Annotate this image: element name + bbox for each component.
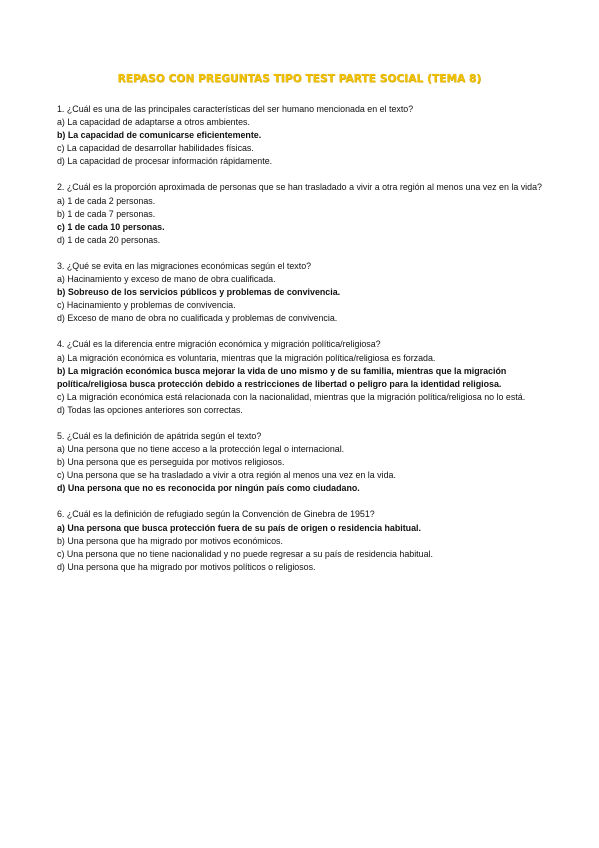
answer-option-correct: d) Una persona que no es reconocida por ningún país como ciudadano. — [57, 483, 360, 494]
answer-option: c) Una persona que se ha trasladado a vivir a otra región al menos una vez en la vida. — [57, 470, 396, 481]
page-title: REPASO CON PREGUNTAS TIPO TEST PARTE SOCIAL (TEMA 8) — [117, 73, 482, 85]
question-text: 1. ¿Cuál es una de las principales características del ser humano mencionada en el texto? — [57, 104, 414, 114]
question-6 — [57, 508, 547, 573]
answer-option: c) La migración económica está relacionada con la nacionalidad, mientras que la migración política/religiosa no lo está. — [57, 391, 526, 402]
answer-option-correct: b) Sobreuso de los servicios públicos y problemas de convivencia. — [57, 287, 341, 298]
answer-option-correct: b) La capacidad de comunicarse eficientemente. — [57, 130, 262, 141]
answer-option: b) 1 de cada 7 personas. — [57, 208, 156, 219]
question-4 — [57, 338, 547, 417]
answer-option: c) Una persona que no tiene nacionalidad y no puede regresar a su país de residencia habitual. — [57, 548, 433, 559]
answer-option: a) La migración económica es voluntaria, mientras que la migración política/religiosa es forzada. — [57, 352, 436, 363]
answer-option: a) 1 de cada 2 personas. — [57, 195, 156, 206]
answer-option: d) La capacidad de procesar información rápidamente. — [57, 156, 273, 167]
question-text: 5. ¿Cuál es la definición de apátrida según el texto? — [57, 430, 262, 441]
answer-option: b) Una persona que ha migrado por motivos económicos. — [57, 535, 283, 546]
question-text: 6. ¿Cuál es la definición de refugiado según la Convención de Ginebra de 1951? — [57, 509, 375, 520]
answer-option-correct: c) 1 de cada 10 personas. — [57, 221, 165, 232]
answer-option: a) La capacidad de adaptarse a otros ambientes. — [57, 117, 250, 128]
question-text: 3. ¿Qué se evita en las migraciones económicas según el texto? — [57, 260, 312, 271]
answer-option: d) Exceso de mano de obra no cualificada y problemas de convivencia. — [57, 313, 338, 324]
answer-option: d) Una persona que ha migrado por motivos políticos o religiosos. — [57, 561, 316, 572]
question-text: 2. ¿Cuál es la proporción aproximada de personas que se han trasladado a vivir a otra región al menos una vez en la vida? — [57, 182, 542, 193]
question-list — [57, 103, 547, 587]
question-1 — [57, 103, 547, 168]
answer-option: d) Todas las opciones anteriores son correctas. — [57, 404, 243, 415]
question-text: 4. ¿Cuál es la diferencia entre migración económica y migración política/religiosa? — [57, 339, 381, 350]
answer-option: d) 1 de cada 20 personas. — [57, 234, 161, 245]
answer-option: b) Una persona que es perseguida por motivos religiosos. — [57, 457, 285, 468]
answer-option-correct: b) La migración económica busca mejorar la vida de uno mismo y de su familia, mientras que la migración política/religiosa busca protección debido a restricciones de libertad o peligro para la identidad religiosa. — [57, 365, 507, 389]
answer-option: a) Una persona que no tiene acceso a la protección legal o internacional. — [57, 444, 345, 455]
question-3 — [57, 260, 547, 325]
question-2 — [57, 181, 547, 246]
answer-option: c) Hacinamiento y problemas de convivencia. — [57, 300, 236, 311]
answer-option: c) La capacidad de desarrollar habilidades físicas. — [57, 143, 254, 154]
answer-option: a) Hacinamiento y exceso de mano de obra cualificada. — [57, 274, 276, 285]
answer-option-correct: a) Una persona que busca protección fuera de su país de origen o residencia habitual. — [57, 522, 421, 533]
question-5 — [57, 430, 547, 495]
